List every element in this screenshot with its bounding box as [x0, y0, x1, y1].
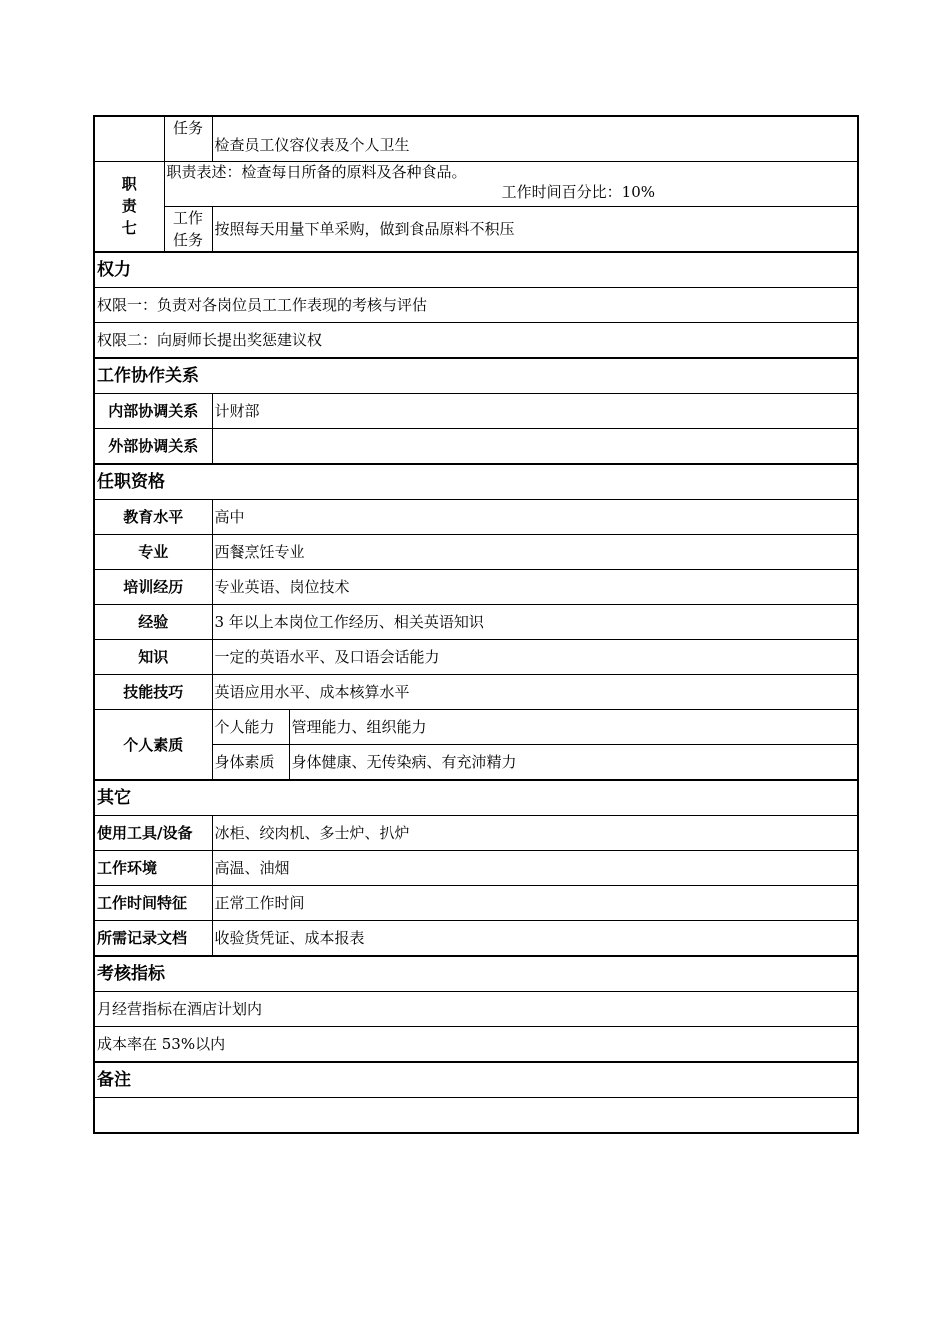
- duty7-description: 职责表述：检查每日所备的原料及各种食品。: [166, 162, 467, 181]
- authority-row: [94, 323, 858, 359]
- other-section-header: [94, 780, 858, 816]
- qualification-label: 经验: [94, 605, 212, 640]
- internal-relation-label: 内部协调关系: [94, 394, 212, 429]
- authority-item-2: 权限二：向厨师长提出奖惩建议权: [94, 323, 858, 359]
- qualification-row: [94, 535, 858, 570]
- qualification-label: 教育水平: [94, 500, 212, 535]
- other-row: [94, 921, 858, 957]
- relations-title: 工作协作关系: [94, 358, 858, 394]
- relations-section-header: [94, 358, 858, 394]
- external-relation-row: [94, 429, 858, 465]
- other-row: [94, 851, 858, 886]
- authority-item-1: 权限一：负责对各岗位员工工作表现的考核与评估: [94, 288, 858, 323]
- qualification-label: 技能技巧: [94, 675, 212, 710]
- prev-task-text: 检查员工仪容仪表及个人卫生: [212, 116, 858, 161]
- duty7-task-label-line-2: 任务: [172, 230, 203, 249]
- personal-quality-label: 个人素质: [94, 710, 212, 781]
- qualification-row: [94, 675, 858, 710]
- duty7-description-row: [94, 161, 858, 206]
- prev-task-label: 任务: [164, 116, 212, 161]
- other-label: 工作环境: [94, 851, 212, 886]
- notes-value: [94, 1098, 858, 1134]
- qualification-value: 英语应用水平、成本核算水平: [212, 675, 858, 710]
- duty7-label-char-2: 责: [121, 197, 137, 216]
- duty7-task-label: [164, 206, 212, 252]
- prev-duty-label-cell: [94, 116, 164, 161]
- prev-duty-task-row: [94, 116, 858, 161]
- authority-section-header: [94, 252, 858, 288]
- external-relation-label: 外部协调关系: [94, 429, 212, 465]
- kpi-section-header: [94, 956, 858, 992]
- kpi-row: [94, 992, 858, 1027]
- other-value: 正常工作时间: [212, 886, 858, 921]
- kpi-item-2: 成本率在 53%以内: [94, 1027, 858, 1063]
- duty7-description-cell: [164, 161, 858, 206]
- notes-section-header: [94, 1062, 858, 1098]
- qualification-row: [94, 605, 858, 640]
- internal-relation-row: [94, 394, 858, 429]
- external-relation-value: [212, 429, 858, 465]
- other-row: [94, 886, 858, 921]
- duty7-task-text: 按照每天用量下单采购，做到食品原料不积压: [212, 206, 858, 252]
- qualification-label: 专业: [94, 535, 212, 570]
- notes-title: 备注: [94, 1062, 858, 1098]
- other-value: 冰柜、绞肉机、多士炉、扒炉: [212, 816, 858, 851]
- kpi-row: [94, 1027, 858, 1063]
- duty7-task-row: [94, 206, 858, 252]
- qualifications-title: 任职资格: [94, 464, 858, 500]
- qualification-row: [94, 570, 858, 605]
- kpi-title: 考核指标: [94, 956, 858, 992]
- other-title: 其它: [94, 780, 858, 816]
- qualification-value: 3 年以上本岗位工作经历、相关英语知识: [212, 605, 858, 640]
- internal-relation-value: 计财部: [212, 394, 858, 429]
- other-label: 所需记录文档: [94, 921, 212, 957]
- duty7-time-ratio: 工作时间百分比：10%: [501, 182, 656, 201]
- qualification-value: 专业英语、岗位技术: [212, 570, 858, 605]
- authority-row: [94, 288, 858, 323]
- personal-quality-value: 管理能力、组织能力: [289, 710, 858, 745]
- qualifications-section-header: [94, 464, 858, 500]
- duty7-label-char-1: 职: [121, 175, 137, 194]
- qualification-row: [94, 500, 858, 535]
- personal-quality-row: [94, 710, 858, 745]
- job-description-document: [93, 115, 857, 1134]
- duty7-label-char-3: 七: [121, 219, 137, 238]
- other-value: 收验货凭证、成本报表: [212, 921, 858, 957]
- other-label: 工作时间特征: [94, 886, 212, 921]
- personal-quality-sublabel: 身体素质: [212, 745, 289, 781]
- job-description-table: [93, 115, 859, 1134]
- qualification-label: 培训经历: [94, 570, 212, 605]
- personal-quality-sublabel: 个人能力: [212, 710, 289, 745]
- duty7-task-label-line-1: 工作: [172, 208, 203, 227]
- notes-row: [94, 1098, 858, 1134]
- duty7-label: [94, 161, 164, 252]
- other-value: 高温、油烟: [212, 851, 858, 886]
- qualification-value: 高中: [212, 500, 858, 535]
- qualification-value: 一定的英语水平、及口语会话能力: [212, 640, 858, 675]
- qualification-value: 西餐烹饪专业: [212, 535, 858, 570]
- qualification-label: 知识: [94, 640, 212, 675]
- personal-quality-value: 身体健康、无传染病、有充沛精力: [289, 745, 858, 781]
- qualification-row: [94, 640, 858, 675]
- other-label: 使用工具/设备: [94, 816, 212, 851]
- kpi-item-1: 月经营指标在酒店计划内: [94, 992, 858, 1027]
- other-row: [94, 816, 858, 851]
- authority-title: 权力: [94, 252, 858, 288]
